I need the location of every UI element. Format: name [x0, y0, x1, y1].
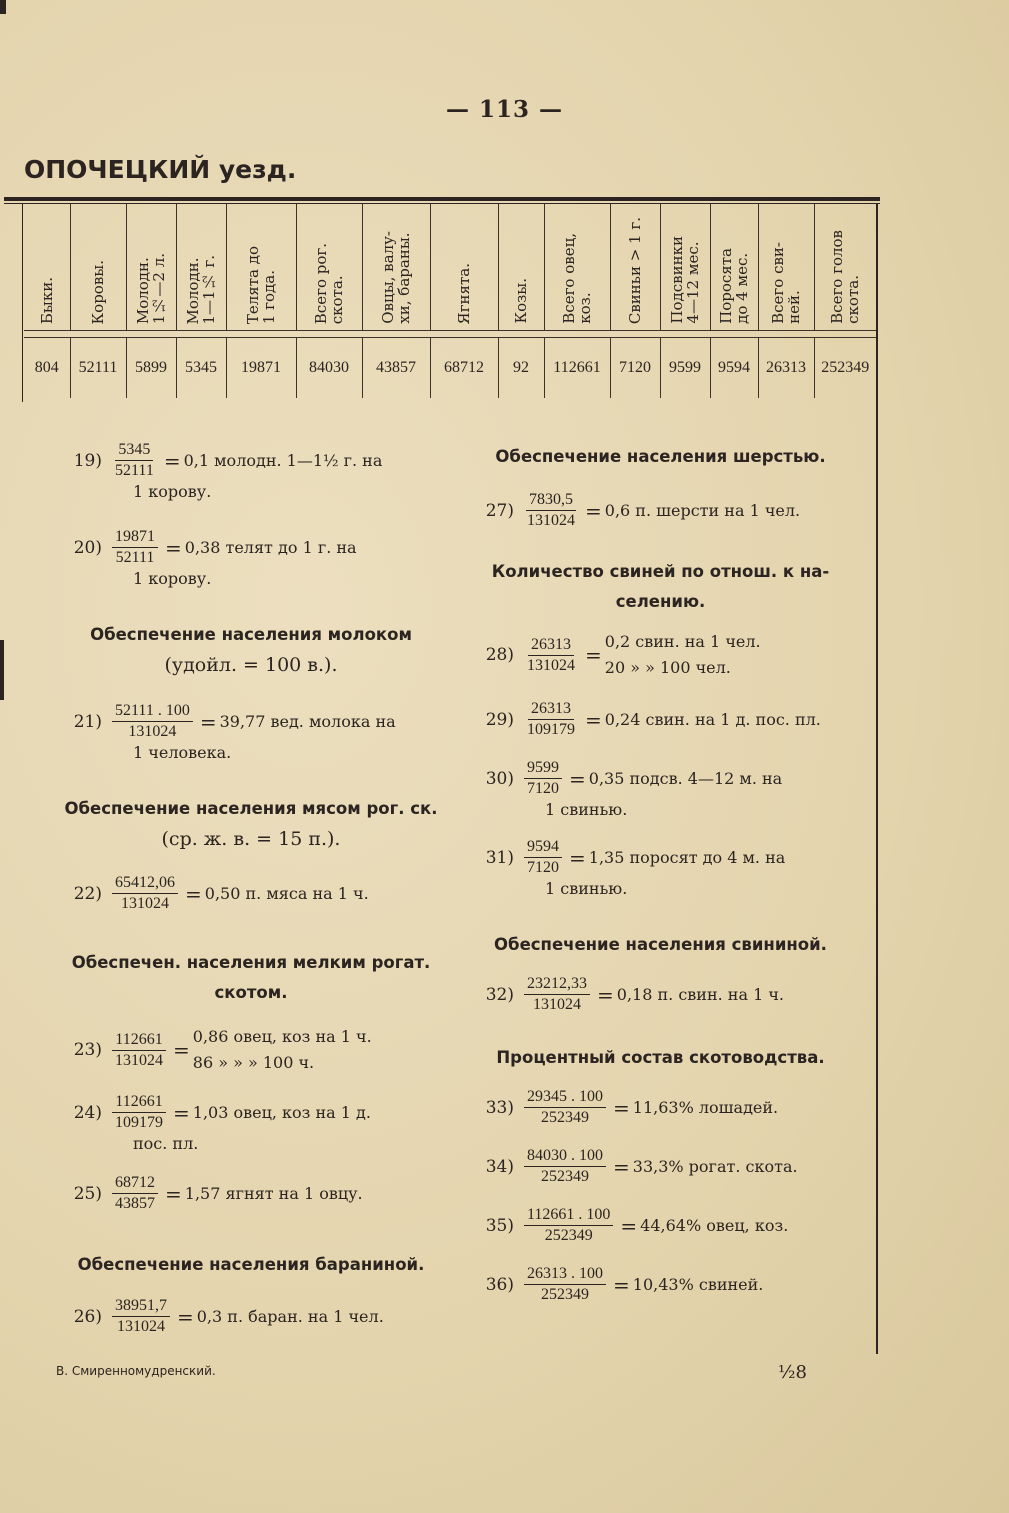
section-heading: Обеспечение населения шерстью. — [495, 447, 826, 466]
header-sheep: Овцы, валу- хи, бараны. — [362, 204, 430, 331]
fraction: $\frac{38951,7}{131024}$ — [112, 1296, 170, 1337]
fraction: $\frac{26313}{109179}$ — [527, 700, 575, 738]
table-cell: 92 — [498, 338, 544, 399]
formula-29 — [468, 699, 853, 740]
fraction: $\frac{112661 . 100}{252349}$ — [524, 1205, 613, 1246]
section-subheading: (удойл. = 100 в.). — [164, 654, 338, 676]
section-heading: Обеспечение населения молоком — [90, 625, 412, 644]
formula-number: 28) — [485, 645, 514, 665]
formula-36 — [468, 1264, 853, 1305]
section-subheading: (ср. ж. в. = 15 п.). — [161, 828, 341, 850]
table-cell: 19871 — [226, 338, 296, 399]
formula-result: 0,6 п. шерсти на 1 чел. — [604, 500, 801, 520]
formula-32 — [468, 974, 853, 1015]
formula-19 — [56, 440, 446, 481]
fraction: $\frac{26313 . 100}{252349}$ — [524, 1264, 606, 1305]
formula-result: 0,3 п. баран. на 1 чел. — [196, 1306, 384, 1326]
table-cell: 5899 — [126, 338, 176, 399]
formula-result: 1,35 поросят до 4 м. на — [588, 847, 786, 867]
formula-35 — [468, 1205, 853, 1246]
header-young-1-1-5: Молодн. 1—1½ г. — [176, 204, 226, 331]
footer-author: В. Смиренномудренский. — [56, 1364, 216, 1378]
header-pigs-over-1y: Свиньи > 1 г. — [610, 204, 660, 331]
header-shoats: Подсвинки 4—12 мес. — [660, 204, 710, 331]
equals-sign: = — [569, 766, 586, 791]
header-total-sheep-goats: Всего овец, коз. — [544, 204, 610, 331]
table-cell: 252349 — [814, 338, 876, 399]
table-cell: 112661 — [544, 338, 610, 399]
section-heading: Обеспечен. населения мелким рогат. — [71, 953, 431, 972]
section-heading: Обеспечение населения мясом рог. ск. — [64, 799, 438, 818]
formula-number: 24) — [73, 1102, 102, 1123]
fraction: $\frac{7830,5}{131024}$ — [527, 491, 575, 529]
equals-sign: = — [199, 709, 217, 734]
formula-result: 0,24 свин. на 1 д. пос. пл. — [604, 709, 821, 729]
formula-result: 1,57 ягнят на 1 овцу. — [184, 1183, 363, 1203]
table-cell: 804 — [34, 359, 59, 376]
formula-number: 32) — [485, 984, 514, 1005]
right-column — [468, 440, 853, 1305]
table-cell: 26313 — [758, 338, 814, 399]
fraction: $\frac{112661}{131024}$ — [112, 1030, 166, 1071]
formula-number: 21) — [73, 711, 102, 732]
header-goats: Козы. — [498, 204, 544, 331]
header-calves: Телята до 1 года. — [226, 204, 296, 331]
section-subheading: селению. — [615, 592, 706, 611]
table-row — [24, 338, 876, 399]
formula-continuation: 1 человека. — [133, 743, 232, 762]
formula-result: 44,64% овец, коз. — [640, 1215, 789, 1235]
fraction: $\frac{52111 . 100}{131024}$ — [112, 701, 193, 742]
fraction: $\frac{26313}{131024}$ — [527, 635, 575, 674]
equals-sign: = — [585, 707, 602, 732]
top-rule — [4, 197, 880, 201]
left-column — [56, 440, 446, 1337]
fraction: $\frac{23212,33}{131024}$ — [524, 974, 590, 1015]
formula-22 — [56, 873, 446, 914]
formula-20 — [56, 527, 446, 568]
formula-continuation: 1 корову. — [133, 482, 212, 501]
formula-result: 0,35 подсв. 4—12 м. на — [588, 768, 783, 788]
formula-result: 0,50 п. мяса на 1 ч. — [204, 883, 369, 903]
equals-sign: = — [173, 1038, 190, 1062]
formula-continuation: 1 свинью. — [545, 879, 628, 898]
table-cell: 7120 — [610, 338, 660, 399]
formula-31 — [468, 837, 853, 878]
section-heading: Количество свиней по отнош. к на- — [491, 562, 830, 581]
header-total-head: Всего голов скота. — [814, 204, 876, 331]
table-cell: 9599 — [660, 338, 710, 399]
formula-number: 22) — [73, 883, 102, 904]
table-cell: 84030 — [296, 338, 362, 399]
edge-mark — [0, 0, 6, 14]
right-border-rule — [876, 204, 878, 1354]
section-heading: Процентный состав скотоводства. — [496, 1048, 825, 1067]
fraction: $\frac{29345 . 100}{252349}$ — [524, 1087, 606, 1128]
equals-sign: = — [163, 448, 181, 473]
equals-sign: = — [613, 1095, 630, 1120]
formula-34 — [468, 1146, 853, 1187]
formula-result: 0,1 молодн. 1—1½ г. на — [183, 450, 383, 470]
district-title: ОПОЧЕЦКИЙ уезд. — [24, 155, 297, 184]
fraction: $\frac{84030 . 100}{252349}$ — [524, 1146, 606, 1187]
equals-sign: = — [569, 845, 586, 870]
table-cell: 5345 — [176, 338, 226, 399]
formula-30 — [468, 758, 853, 799]
formula-result: 1,03 овец, коз на 1 д. — [192, 1102, 371, 1122]
table-cell: 43857 — [362, 338, 430, 399]
formula-number: 26) — [73, 1306, 102, 1327]
equals-sign: = — [177, 1304, 194, 1329]
formula-result: 39,77 вед. молока на — [219, 711, 396, 731]
equals-sign: = — [165, 535, 182, 560]
formula-number: 31) — [485, 847, 514, 868]
formula-number: 35) — [485, 1215, 514, 1236]
formula-27 — [468, 490, 853, 531]
formula-result: 33,3% рогат. скота. — [632, 1156, 798, 1176]
formula-continuation: 1 корову. — [133, 569, 212, 588]
formula-continuation: 1 свинью. — [545, 800, 628, 819]
fraction: $\frac{5345}{52111}$ — [115, 441, 154, 479]
table-cell: 9594 — [710, 338, 758, 399]
formula-continuation: пос. пл. — [133, 1134, 199, 1153]
equals-sign: = — [613, 1272, 630, 1297]
equals-sign: = — [585, 643, 602, 667]
formula-33 — [468, 1087, 853, 1128]
formula-number: 30) — [485, 768, 514, 789]
page-number: — 113 — — [445, 96, 564, 123]
formula-24 — [56, 1092, 446, 1133]
fraction: $\frac{9599}{7120}$ — [524, 758, 562, 799]
fraction: $\frac{68712}{43857}$ — [112, 1173, 158, 1214]
equals-sign: = — [585, 498, 602, 523]
equals-sign: = — [165, 1181, 182, 1206]
formula-23 — [56, 1024, 446, 1076]
header-bulls: Быки. — [37, 276, 56, 324]
section-subheading: скотом. — [214, 983, 288, 1002]
formula-number: 33) — [485, 1097, 514, 1118]
equals-sign: = — [613, 1154, 630, 1179]
formula-result: 0,86 овец, коз на 1 ч. 86 » » » 100 ч. — [192, 1027, 372, 1072]
header-total-pigs: Всего сви- ней. — [758, 204, 814, 331]
formula-result: 0,2 свин. на 1 чел. 20 » » 100 чел. — [604, 632, 761, 677]
formula-number: 29) — [485, 709, 514, 730]
table-cell: 52111 — [70, 338, 126, 399]
section-heading: Обеспечение населения бараниной. — [77, 1255, 425, 1274]
formula-result: 0,18 п. свин. на 1 ч. — [616, 984, 784, 1004]
table-cell: 68712 — [430, 338, 498, 399]
formula-number: 36) — [485, 1274, 514, 1295]
formula-28 — [468, 629, 853, 681]
header-separator — [24, 331, 876, 338]
header-cows: Коровы. — [70, 204, 126, 331]
formula-number: 25) — [73, 1183, 102, 1204]
left-border-rule — [22, 204, 23, 402]
fraction: $\frac{9594}{7120}$ — [524, 837, 562, 878]
equals-sign: = — [173, 1100, 190, 1125]
formula-number: 20) — [73, 537, 102, 558]
formula-result: 10,43% свиней. — [632, 1274, 764, 1294]
formula-number: 23) — [73, 1040, 102, 1060]
formula-result: 0,38 телят до 1 г. на — [184, 537, 357, 557]
header-young-1-5-2: Молодн. 1½—2 л. — [126, 204, 176, 331]
header-total-cattle: Всего рог. скота. — [296, 204, 362, 331]
fraction: $\frac{112661}{109179}$ — [112, 1092, 166, 1133]
formula-number: 27) — [485, 500, 514, 521]
edge-mark — [0, 640, 4, 700]
formula-result: 11,63% лошадей. — [632, 1097, 779, 1117]
formula-number: 34) — [485, 1156, 514, 1177]
fraction: $\frac{65412,06}{131024}$ — [112, 873, 178, 914]
header-piglets: Поросята до 4 мес. — [710, 204, 758, 331]
formula-number: 19) — [73, 450, 102, 471]
equals-sign: = — [597, 982, 614, 1007]
fraction: $\frac{19871}{52111}$ — [112, 527, 158, 568]
livestock-table — [24, 204, 876, 402]
formula-25 — [56, 1173, 446, 1214]
formula-21 — [56, 701, 446, 742]
equals-sign: = — [620, 1213, 638, 1238]
formula-26 — [56, 1296, 446, 1337]
header-lambs: Ягнята. — [430, 204, 498, 331]
signature-mark: ½8 — [778, 1362, 807, 1383]
section-heading: Обеспечение населения свининой. — [494, 935, 827, 954]
equals-sign: = — [185, 881, 202, 906]
